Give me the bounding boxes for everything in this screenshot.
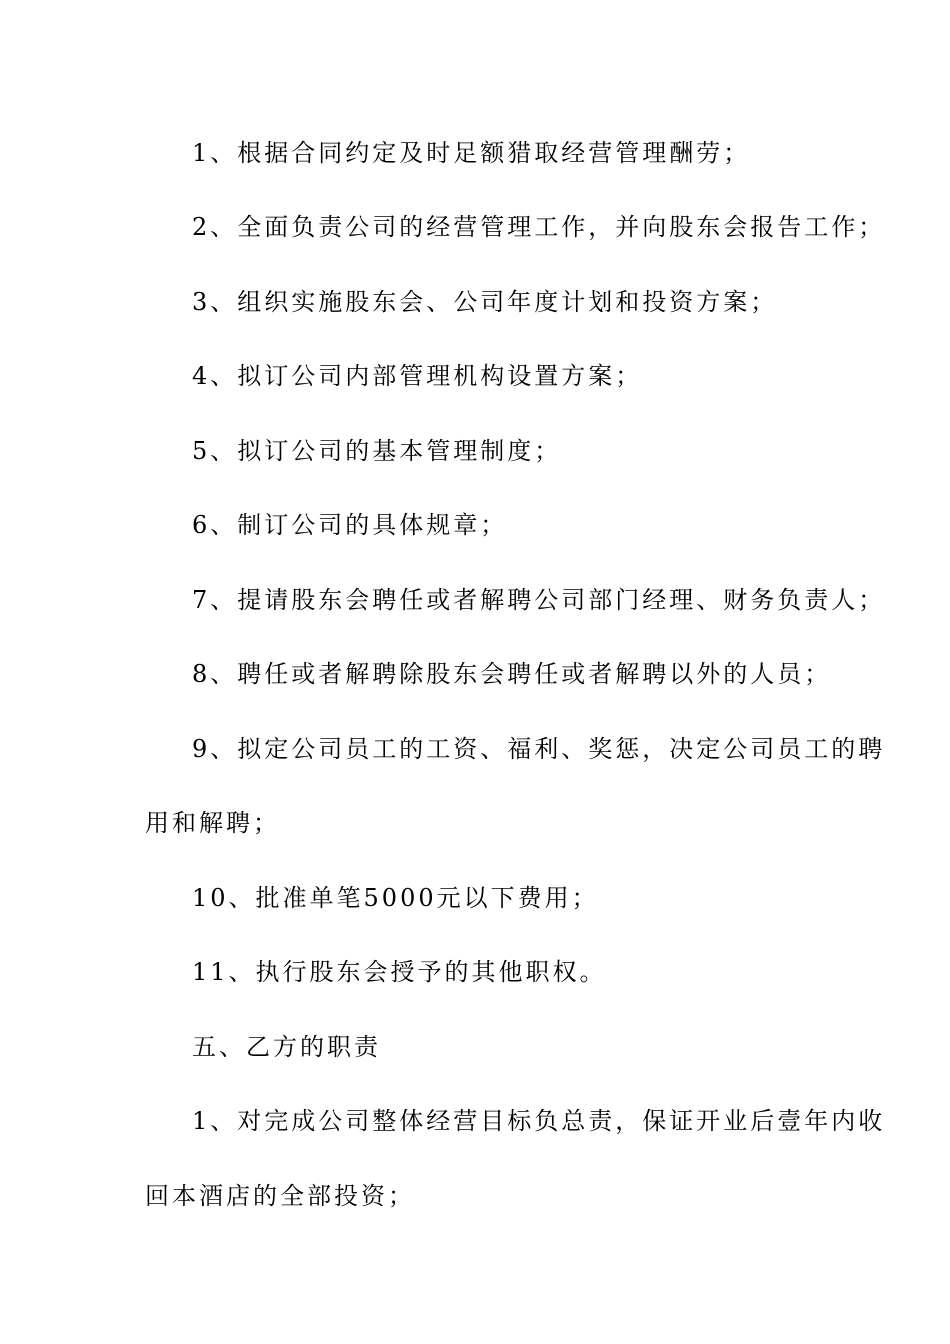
paragraph-line: 4、拟订公司内部管理机构设置方案； <box>192 362 643 390</box>
paragraph-line-continuation: 回本酒店的全部投资； <box>145 1182 415 1210</box>
paragraph-line: 10、批准单笔5000元以下费用； <box>192 884 599 912</box>
section-heading: 五、乙方的职责 <box>192 1033 381 1061</box>
paragraph-line: 11、执行股东会授予的其他职权。 <box>192 958 607 986</box>
paragraph-line: 1、对完成公司整体经营目标负总责，保证开业后壹年内收 <box>192 1107 886 1135</box>
paragraph-line-continuation: 用和解聘； <box>145 809 280 837</box>
paragraph-line: 6、制订公司的具体规章； <box>192 511 508 539</box>
paragraph-line: 5、拟订公司的基本管理制度； <box>192 437 562 465</box>
paragraph-line: 9、拟定公司员工的工资、福利、奖惩，决定公司员工的聘 <box>192 735 886 763</box>
paragraph-line: 7、提请股东会聘任或者解聘公司部门经理、财务负责人； <box>192 586 886 614</box>
paragraph-line: 2、全面负责公司的经营管理工作，并向股东会报告工作； <box>192 213 886 241</box>
paragraph-line: 3、组织实施股东会、公司年度计划和投资方案； <box>192 288 778 316</box>
paragraph-line: 1、根据合同约定及时足额猎取经营管理酬劳； <box>192 139 751 167</box>
paragraph-line: 8、聘任或者解聘除股东会聘任或者解聘以外的人员； <box>192 660 832 688</box>
